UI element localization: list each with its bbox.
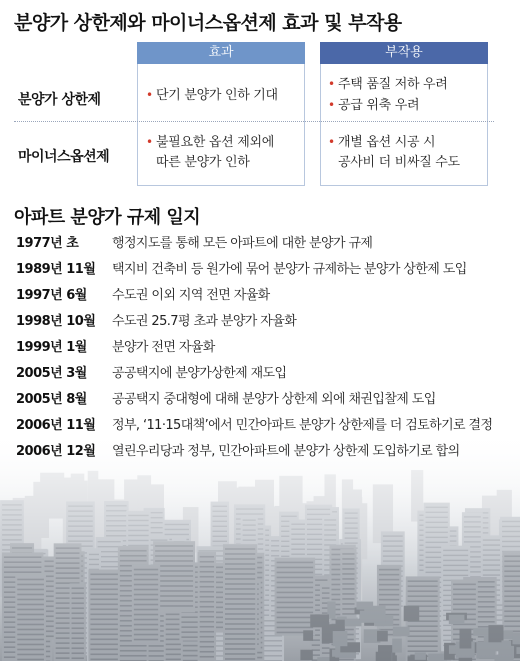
timeline-desc: 택지비 건축비 등 원가에 묶어 분양가 규제하는 분양가 상한제 도입 [112, 262, 467, 277]
timeline-date: 1977년 초 [16, 236, 79, 251]
effect-column-header: 효과 [137, 42, 305, 64]
timeline-desc: 공공택지 중대형에 대해 분양가 상한제 외에 채권입찰제 도입 [112, 392, 436, 407]
effect-text: 단기 분양가 인하 기대 [156, 88, 278, 103]
side-effect-text: 공급 위축 우려 [338, 98, 420, 113]
effect-text: 따른 분양가 인하 [156, 155, 250, 170]
side-effect-item [328, 96, 420, 115]
timeline-desc: 열린우리당과 정부, 민간아파트에 분양가 상한제 도입하기로 합의 [112, 444, 460, 459]
side-effect-cell [320, 64, 488, 126]
side-effect-item [328, 133, 436, 152]
timeline-title: 아파트 분양가 규제 일지 [14, 207, 201, 228]
timeline-desc: 공공택지에 분양가상한제 재도입 [112, 366, 287, 381]
timeline-date: 2005년 8월 [16, 392, 87, 407]
timeline-desc: 정부, ‘11·15대책’에서 민간아파트 분양가 상한제를 더 검토하기로 결정 [112, 418, 493, 433]
side-effect-text: 공사비 더 비싸질 수도 [338, 155, 460, 170]
effect-item [146, 86, 278, 105]
timeline-desc: 수도권 이외 지역 전면 자율화 [112, 288, 270, 303]
row-divider [14, 121, 494, 122]
timeline-date: 1997년 6월 [16, 288, 87, 303]
effect-item-continued [156, 153, 249, 172]
timeline-date: 1999년 1월 [16, 340, 87, 355]
timeline-date: 1998년 10월 [16, 314, 96, 329]
page-title: 분양가 상한제와 마이너스옵션제 효과 및 부작용 [14, 12, 402, 34]
row-label-price-cap: 분양가 상한제 [18, 92, 101, 108]
bullet-dot-icon: • [328, 135, 335, 149]
timeline-date: 1989년 11월 [16, 262, 96, 277]
effect-text: 불필요한 옵션 제외에 [156, 135, 274, 150]
timeline-date: 2006년 12월 [16, 444, 96, 459]
bullet-dot-icon: • [146, 135, 153, 149]
bullet-dot-icon: • [146, 88, 153, 102]
timeline-desc: 행정지도를 통해 모든 아파트에 대한 분양가 규제 [112, 236, 373, 251]
timeline-desc: 수도권 25.7평 초과 분양가 자율화 [112, 314, 297, 329]
timeline-date: 2006년 11월 [16, 418, 96, 433]
effect-item [146, 133, 274, 152]
bullet-dot-icon: • [328, 77, 335, 91]
side-effect-item [328, 75, 448, 94]
timeline-desc: 분양가 전면 자율화 [112, 340, 215, 355]
side-effect-column-header: 부작용 [320, 42, 488, 64]
timeline-date: 2005년 3월 [16, 366, 87, 381]
side-effect-text: 주택 품질 저하 우려 [338, 77, 448, 92]
bullet-dot-icon: • [328, 98, 335, 112]
side-effect-text: 개별 옵션 시공 시 [338, 135, 436, 150]
side-effect-item-continued [338, 153, 460, 172]
row-label-minus-option: 마이너스옵션제 [18, 149, 110, 165]
